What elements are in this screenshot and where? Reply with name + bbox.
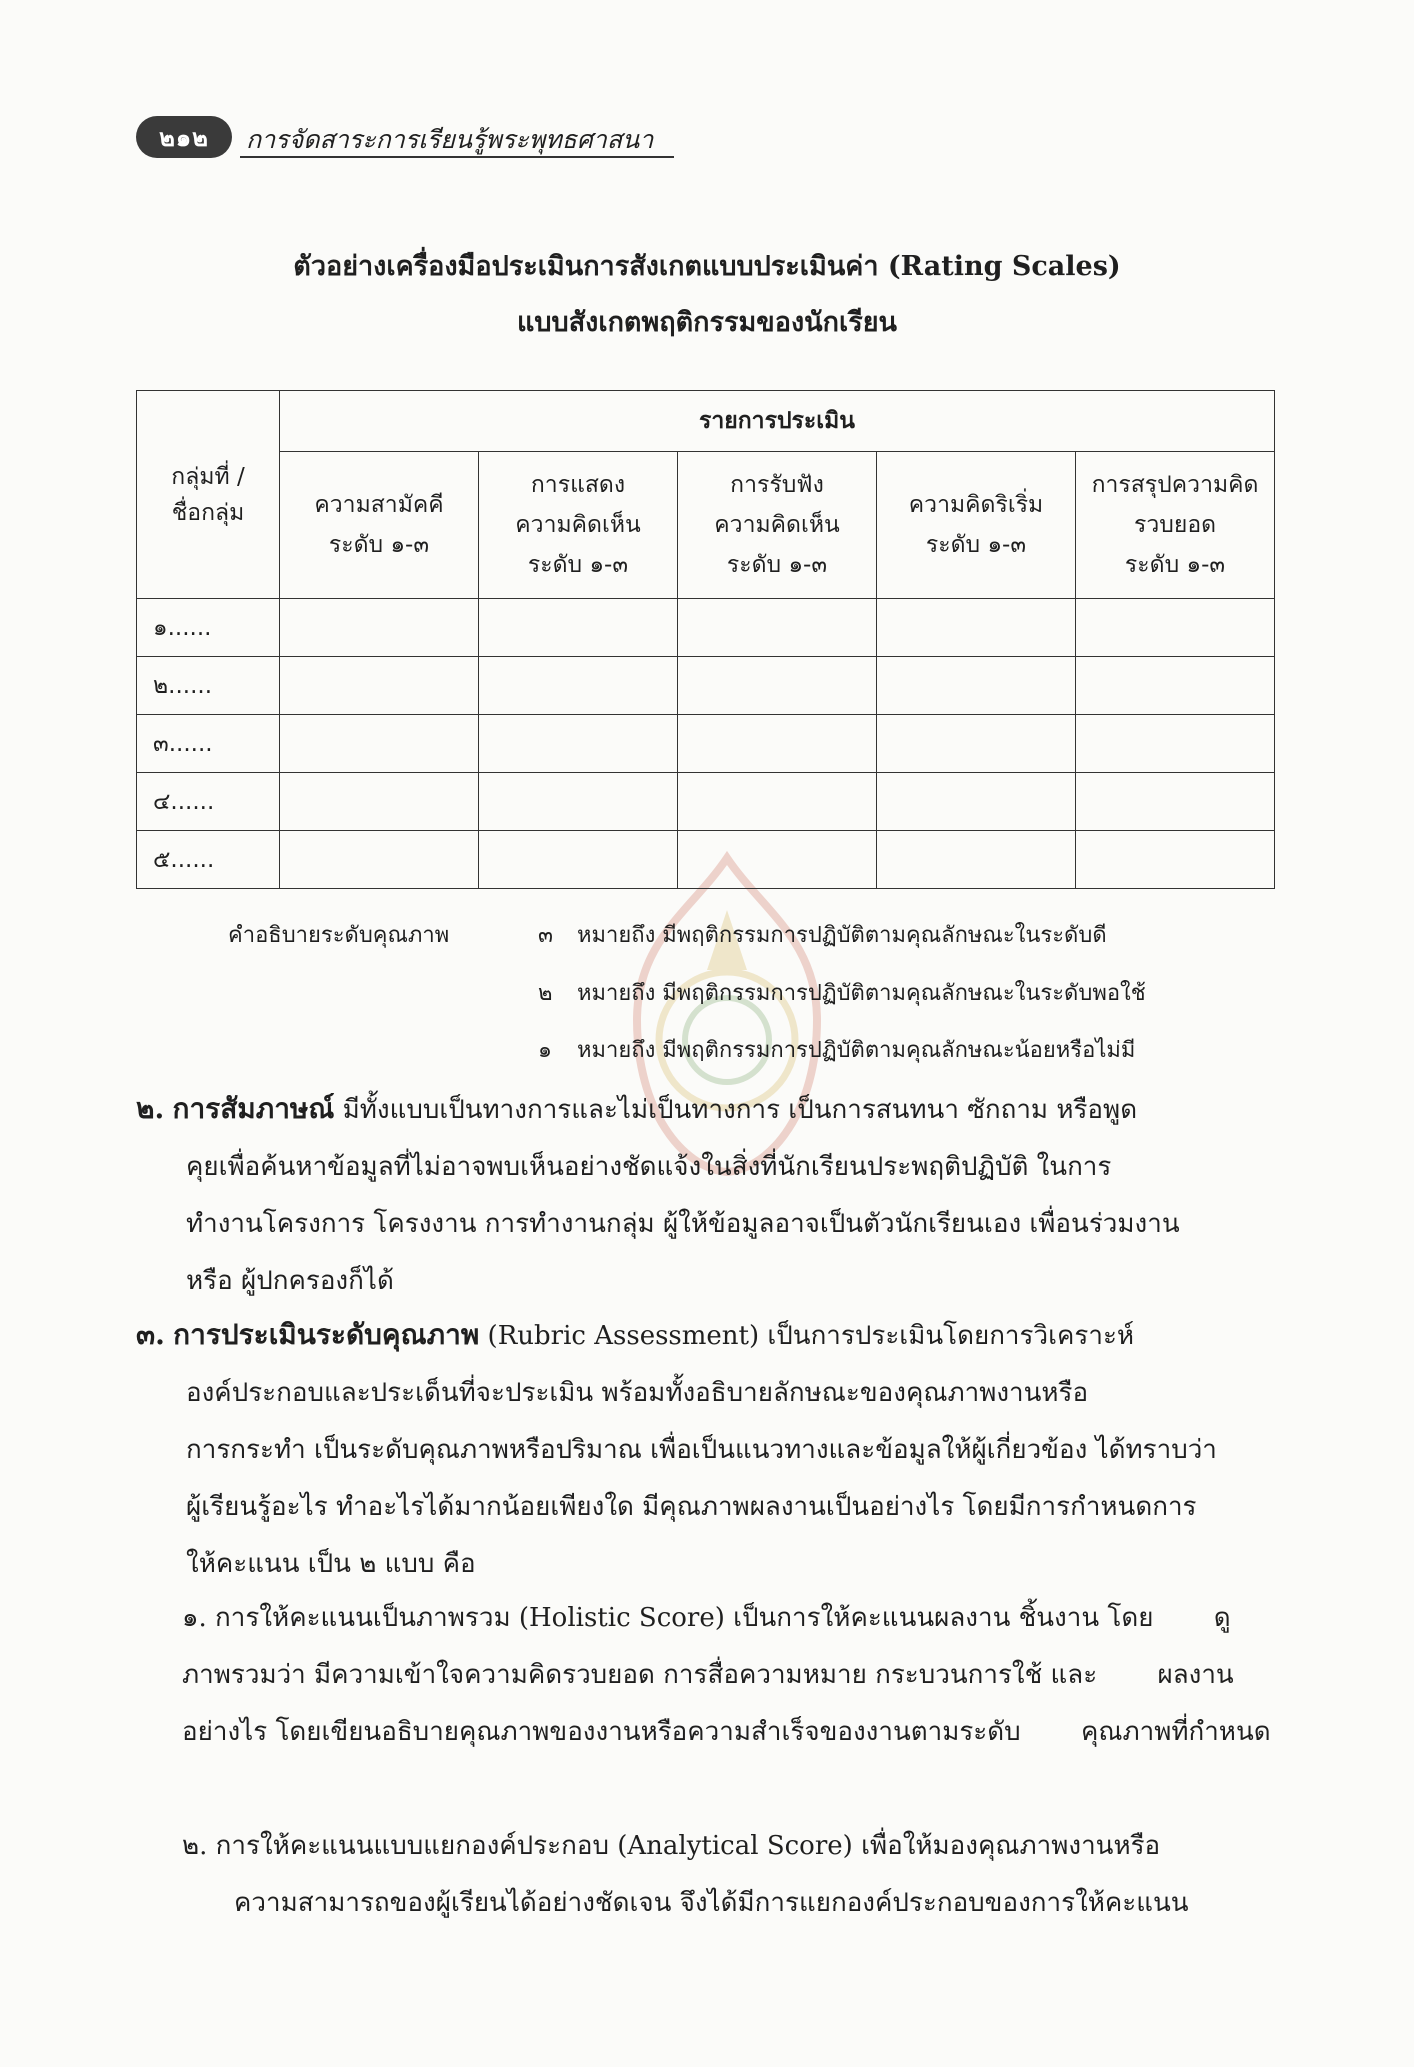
subsection-line: ความสามารถของผู้เรียนได้อย่างชัดเจน จึงได้มีการแยกองค์ประกอบของการให้คะแนน [234,1888,1189,1918]
section-line: ผู้เรียนรู้อะไร ทำอะไรได้มากน้อยเพียงใด มีคุณภาพผลงานเป็นอย่างไร โดยมีการกำหนดการ [186,1492,1197,1522]
subsection-number: ๒. [182,1831,208,1861]
subsection-line [182,1831,1160,1861]
rating-cell [877,831,1076,889]
rating-cell [280,831,479,889]
section-line: ให้คะแนน เป็น ๒ แบบ คือ [186,1549,476,1579]
row-label: ๒...... [137,657,280,715]
legend-title: คำอธิบายระดับคุณภาพ [228,923,450,948]
column-header-line: ความคิดเห็น [714,512,840,538]
column-header-line: ความสามัคคี [314,492,444,518]
column-header-expressing [479,452,678,599]
subsection-line: ผลงานอย่างไร โดยเขียนอธิบายคุณภาพของงานหรือความสำเร็จของงานตามระดับ [182,1660,1234,1747]
table-row [137,773,1275,831]
table-row [137,599,1275,657]
column-header-summarizing [1076,452,1275,599]
subsection-line: คุณภาพที่กำหนด [1080,1717,1271,1747]
legend-level: ๒ [538,981,553,1006]
rating-cell [1076,657,1275,715]
heading-line-1: ตัวอย่างเครื่องมือประเมินการสังเกตแบบประเมินค่า (Rating Scales) [293,251,1121,282]
section-text: มีทั้งแบบเป็นทางการและไม่เป็นทางการ เป็นการสนทนา ซักถาม หรือพูด [342,1095,1138,1125]
column-header-line: รวบยอด [1133,512,1217,538]
column-header-line: ความคิดเห็น [515,512,641,538]
criteria-header: รายการประเมิน [280,391,1275,452]
rating-cell [678,773,877,831]
legend-text: หมายถึง มีพฤติกรรมการปฏิบัติตามคุณลักษณะน้อยหรือไม่มี [577,1038,1136,1063]
rating-cell [1076,715,1275,773]
rating-cell [877,715,1076,773]
column-header-unity [280,452,479,599]
column-header-line: การสรุปความคิด [1091,472,1259,498]
column-header-line: ระดับ ๑-๓ [527,552,629,578]
rating-cell [280,773,479,831]
column-header-line: ระดับ ๑-๓ [1124,552,1226,578]
column-header-listening [678,452,877,599]
section-interview [136,1080,1274,1310]
section-line [136,1306,1274,1365]
header-rule [240,156,674,158]
rating-cell [280,715,479,773]
subsection-analytical [182,1818,1274,1932]
section-line: ทำงานโครงการ โครงงาน การทำงานกลุ่ม ผู้ให้ข้อมูลอาจเป็นตัวนักเรียนเอง เพื่อนร่วมงาน [186,1209,1180,1239]
section-line: องค์ประกอบและประเด็นที่จะประเมิน พร้อมทั้งอธิบายลักษณะของคุณภาพงานหรือ [186,1378,1089,1408]
rating-cell [479,599,678,657]
subsection-line [182,1603,1162,1633]
rating-cell [678,599,877,657]
section-heading: การประเมินระดับคุณภาพ [173,1318,480,1351]
column-header-line: ความคิดริเริ่ม [908,492,1044,518]
subsection-line: ดูภาพรวมว่า มีความเข้าใจความคิดรวบยอด การสื่อความหมาย กระบวนการใช้ และ [182,1603,1231,1690]
section-heading: การสัมภาษณ์ [172,1092,335,1125]
legend-item [538,917,1107,952]
legend-item [538,1032,1135,1067]
heading-line-2: แบบสังเกตพฤติกรรมของนักเรียน [517,307,897,338]
column-header-line: ระดับ ๑-๓ [726,552,828,578]
row-label: ๕...... [137,831,280,889]
rating-cell [479,657,678,715]
rating-cell [877,599,1076,657]
subsection-text: การให้คะแนนเป็นภาพรวม (Holistic Score) เป็นการให้คะแนนผลงาน ชิ้นงาน โดย [215,1603,1154,1633]
column-header-initiative [877,452,1076,599]
rating-cell [678,657,877,715]
rating-scale-table [136,390,1275,889]
group-header-line-2: ชื่อกลุ่ม [171,499,245,526]
legend-item [538,975,1146,1010]
section-line: คุยเพื่อค้นหาข้อมูลที่ไม่อาจพบเห็นอย่างชัดแจ้งในสิ่งที่นักเรียนประพฤติปฏิบัติ ในการ [186,1152,1112,1182]
row-label: ๔...... [137,773,280,831]
section-text: (Rubric Assessment) เป็นการประเมินโดยการวิเคราะห์ [487,1321,1135,1351]
column-header-line: ระดับ ๑-๓ [925,532,1027,558]
row-label: ๑...... [137,599,280,657]
page-header [136,112,676,164]
subsection-number: ๑. [182,1603,207,1633]
rating-cell [280,657,479,715]
rating-cell [877,773,1076,831]
column-header-line: การแสดง [530,472,626,498]
table-row [137,657,1275,715]
section-line: หรือ ผู้ปกครองก็ได้ [186,1266,394,1296]
row-label: ๓...... [137,715,280,773]
legend-text: หมายถึง มีพฤติกรรมการปฏิบัติตามคุณลักษณะในระดับดี [577,923,1107,948]
legend-level: ๓ [538,923,554,948]
table-row [137,831,1275,889]
rating-cell [1076,773,1275,831]
page-number-badge: ๒๑๒ [136,116,232,158]
section-line [136,1080,1274,1139]
rating-cell [1076,599,1275,657]
section-number: ๒. [136,1092,165,1125]
rating-cell [877,657,1076,715]
section-line: การกระทำ เป็นระดับคุณภาพหรือปริมาณ เพื่อเป็นแนวทางและข้อมูลให้ผู้เกี่ยวข้อง ได้ทราบว่า [186,1435,1217,1465]
section-number: ๓. [136,1318,165,1351]
rating-cell [1076,831,1275,889]
rating-cell [479,715,678,773]
column-header-line: ระดับ ๑-๓ [328,532,430,558]
group-header-line-1: กลุ่มที่ / [171,463,245,490]
running-title: การจัดสาระการเรียนรู้พระพุทธศาสนา [246,125,654,154]
group-header-cell [137,391,280,599]
rating-cell [280,599,479,657]
legend-level: ๑ [538,1038,552,1063]
subsection-text: การให้คะแนนแบบแยกองค์ประกอบ (Analytical Score) เพื่อให้มองคุณภาพงานหรือ [215,1831,1161,1861]
legend-text: หมายถึง มีพฤติกรรมการปฏิบัติตามคุณลักษณะในระดับพอใช้ [577,981,1146,1006]
column-header-line: การรับฟัง [730,472,824,498]
table-row [137,715,1275,773]
rating-cell [479,773,678,831]
rating-cell [678,715,877,773]
rating-cell [678,831,877,889]
subsection-holistic [182,1590,1274,1761]
section-rubric [136,1306,1274,1593]
rating-cell [479,831,678,889]
